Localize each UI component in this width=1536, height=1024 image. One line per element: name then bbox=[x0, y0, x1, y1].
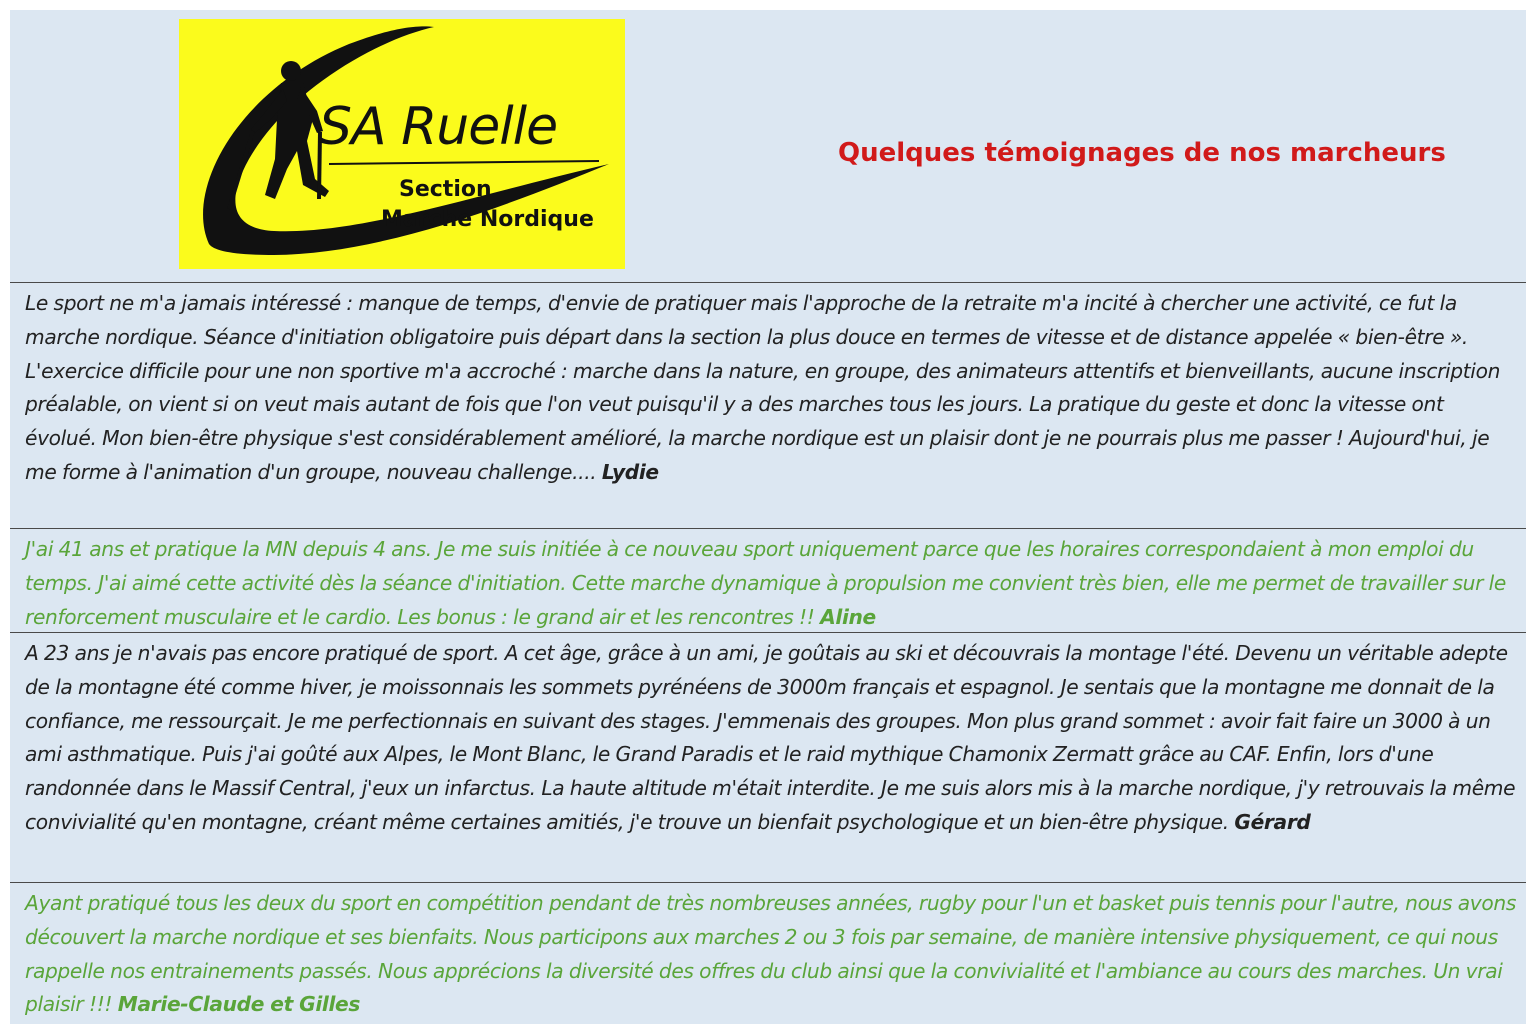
testimonial-author: Gérard bbox=[1234, 809, 1311, 834]
testimonial-1 bbox=[10, 282, 1526, 530]
page bbox=[10, 10, 1526, 1024]
testimonial-author: Lydie bbox=[601, 459, 659, 484]
logo-section-text: Section bbox=[399, 177, 492, 202]
testimonial-text: J'ai 41 ans et pratique la MN depuis 4 ans. Je me suis initiée à ce nouveau sport uniquement parce que les horaires correspondaient à mon emploi du temps. J'ai aimé cette activité dès la séance d'initiation. Cette marche dynamique à propulsion me convient très bien, elle me permet de travailler sur le renforcement musculaire et le cardio. Les bonus : le grand air et les rencontres !! bbox=[25, 537, 1506, 629]
testimonial-2 bbox=[10, 528, 1526, 634]
page-title: Quelques témoignages de nos marcheurs bbox=[838, 138, 1446, 168]
testimonial-4 bbox=[10, 882, 1526, 1024]
logo-subtitle-text: Marche Nordique bbox=[381, 207, 594, 232]
testimonial-3 bbox=[10, 632, 1526, 884]
testimonial-text: A 23 ans je n'avais pas encore pratiqué de sport. A cet âge, grâce à un ami, je goûtais au ski et découvrais la montage l'été. Devenu un véritable adepte de la montagne été comme hiver, je moissonnais les sommets pyrénéens de 3000m français et espagnol. Je sentais que la montagne me donnait de la confiance, me ressourçait. Je me perfectionnais en suivant des stages. J'emmenais des groupes. Mon plus grand sommet : avoir fait faire un 3000 à un ami asthmatique. Puis j'ai goûté aux Alpes, le Mont Blanc, le Grand Paradis et le raid mythique Chamonix Zermatt grâce au CAF. Enfin, lors d'une randonnée dans le Massif Central, j'eux un infarctus. La haute altitude m'était interdite. Je me suis alors mis à la marche nordique, j'y retrouvais la même convivialité qu'en montagne, créant même certaines amitiés, j'e trouve un bienfait psychologique et un bien-être physique. bbox=[25, 641, 1516, 834]
testimonial-text: Ayant pratiqué tous les deux du sport en compétition pendant de très nombreuses années, rugby pour l'un et basket puis tennis pour l'autre, nous avons découvert la marche nordique et ses bienfaits. Nous participons aux marches 2 ou 3 fois par semaine, de manière intensive physiquement, ce qui nous rappelle nos entrainements passés. Nous apprécions la diversité des offres du club ainsi que la convivialité et l'ambiance au cours des marches. Un vrai plaisir !!! bbox=[25, 891, 1516, 1017]
testimonial-author: Marie-Claude et Gilles bbox=[117, 992, 361, 1017]
testimonial-text: Le sport ne m'a jamais intéressé : manque de temps, d'envie de pratiquer mais l'approche de la retraite m'a incité à chercher une activité, ce fut la marche nordique. Séance d'initiation obligatoire puis départ dans la section la plus douce en termes de vitesse et de distance appelée « bien-être ». L'exercice difficile pour une non sportive m'a accroché : marche dans la nature, en groupe, des animateurs attentifs et bienveillants, aucune inscription préalable, on vient si on veut mais autant de fois que l'on veut puisqu'il y a des marches tous les jours. La pratique du geste et donc la vitesse ont évolué. Mon bien-être physique s'est considérablement amélioré, la marche nordique est un plaisir dont je ne pourrais plus me passer ! Aujourd'hui, je me forme à l'animation d'un groupe, nouveau challenge.... bbox=[25, 291, 1501, 484]
testimonial-author: Aline bbox=[820, 604, 876, 629]
logo-brand-text: SA Ruelle bbox=[319, 97, 558, 157]
club-logo bbox=[179, 19, 625, 269]
